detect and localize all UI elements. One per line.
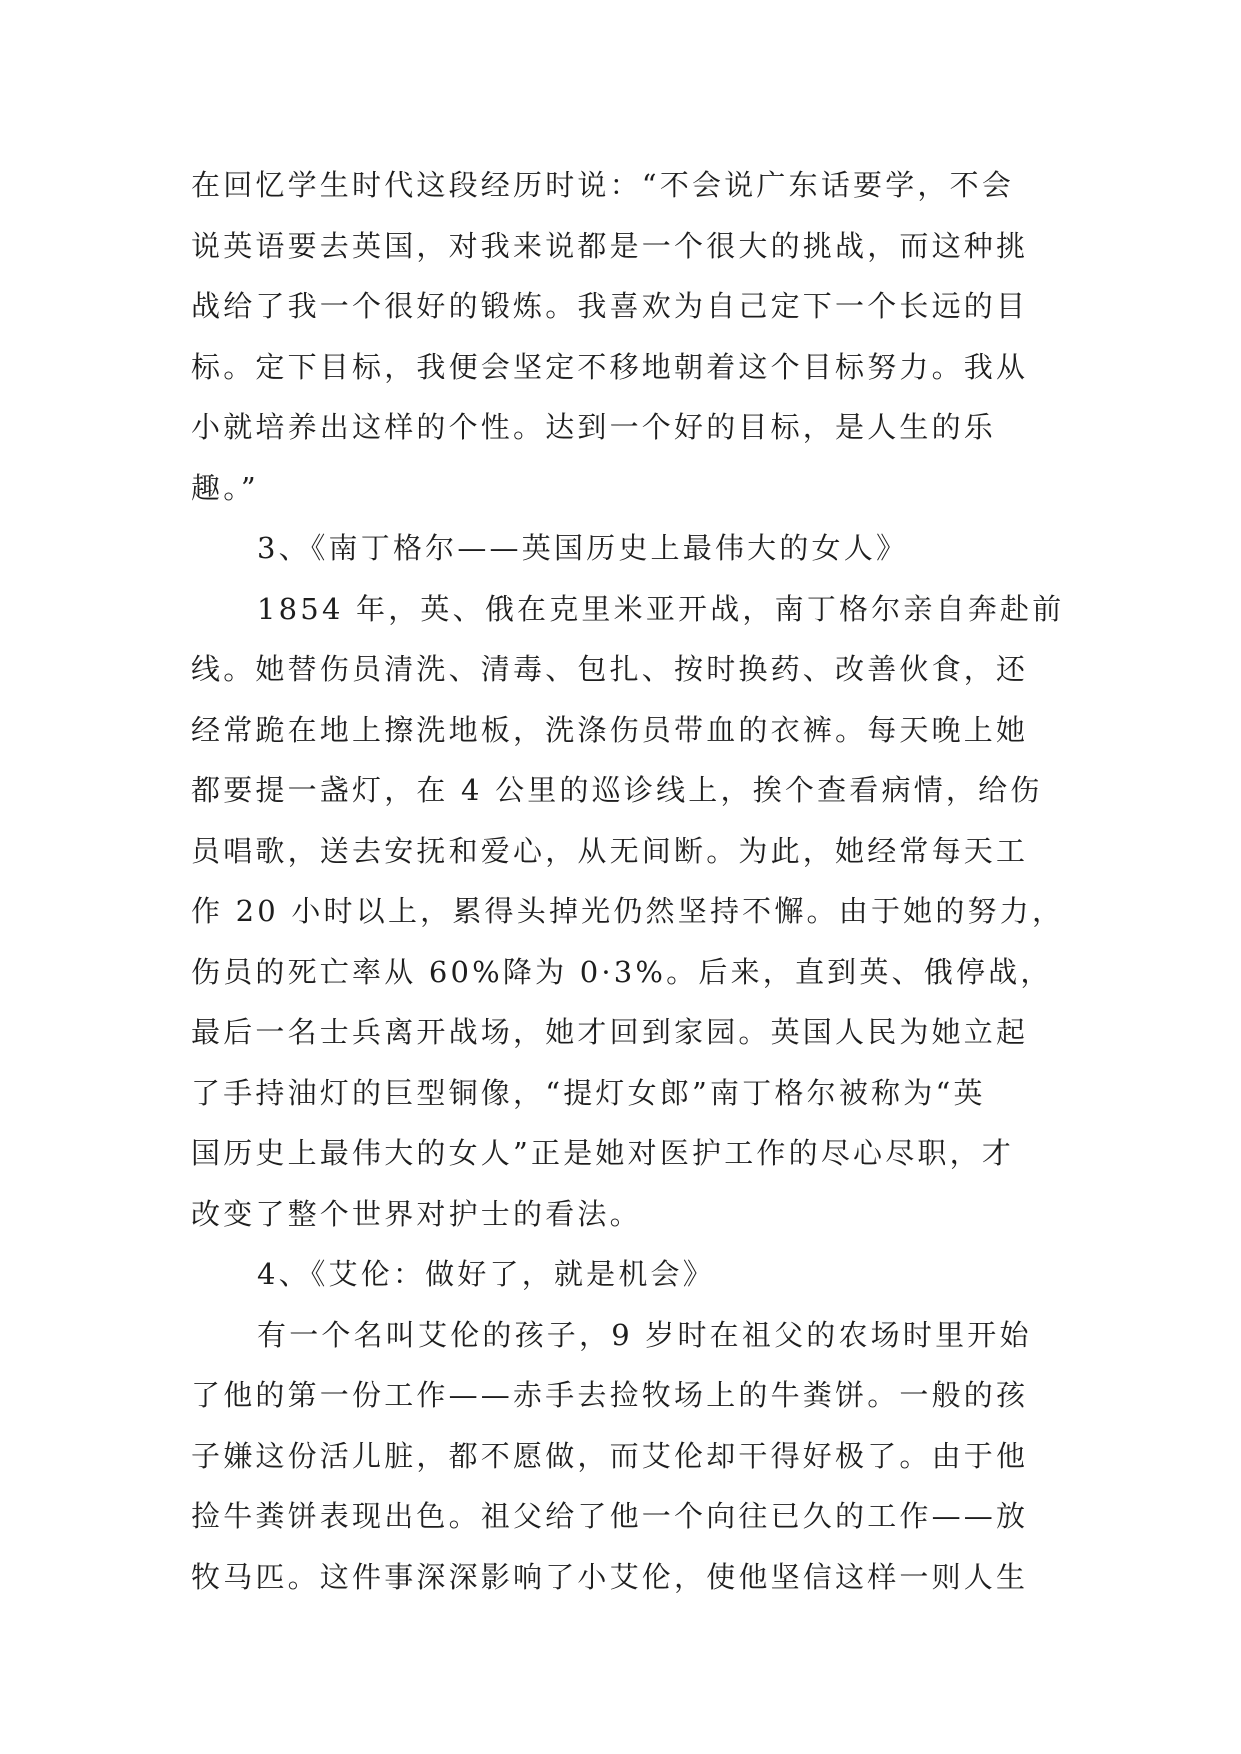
text-line: 经常跪在地上擦洗地板，洗涤伤员带血的衣裤。每天晚上她 <box>191 712 1029 747</box>
text-line: 伤员的死亡率从 60%降为 0·3%。后来，直到英、俄停战， <box>191 954 1053 989</box>
text-line: 最后一名士兵离开战场，她才回到家园。英国人民为她立起 <box>191 1015 1029 1049</box>
text-line: 改变了整个世界对护士的看法。 <box>191 1196 642 1231</box>
text-line: 国历史上最伟大的女人”正是她对医护工作的尽心尽职，才 <box>191 1136 1015 1170</box>
text-line: 说英语要去英国，对我来说都是一个很大的挑战，而这种挑 <box>191 228 1029 263</box>
text-line: 牧马匹。这件事深深影响了小艾伦，使他坚信这样一则人生 <box>191 1559 1029 1594</box>
document-body <box>191 155 1065 1607</box>
text-line: 线。她替伤员清洗、清毒、包扎、按时换药、改善伙食，还 <box>191 652 1029 686</box>
text-line: 战给了我一个很好的锻炼。我喜欢为自己定下一个长远的目 <box>191 289 1029 323</box>
text-line: 4、《艾伦：做好了，就是机会》 <box>257 1257 715 1291</box>
text-line: 了手持油灯的巨型铜像，“提灯女郎”南丁格尔被称为“英 <box>191 1075 986 1110</box>
text-line: 1854 年，英、俄在克里米亚开战，南丁格尔亲自奔赴前 <box>257 591 1065 626</box>
text-line: 趣。” <box>191 470 259 505</box>
text-line: 都要提一盏灯，在 4 公里的巡诊线上，挨个查看病情，给伤 <box>191 773 1043 807</box>
text-line: 在回忆学生时代这段经历时说：“不会说广东话要学，不会 <box>191 168 1015 202</box>
text-line: 标。定下目标，我便会坚定不移地朝着这个目标努力。我从 <box>191 349 1029 384</box>
text-line: 员唱歌，送去安抚和爱心，从无间断。为此，她经常每天工 <box>191 833 1029 868</box>
text-line: 有一个名叫艾伦的孩子，9 岁时在祖父的农场时里开始 <box>257 1317 1032 1352</box>
text-line: 了他的第一份工作——赤手去捡牧场上的牛粪饼。一般的孩 <box>191 1378 1029 1412</box>
text-line: 子嫌这份活儿脏，都不愿做，而艾伦却干得好极了。由于他 <box>191 1438 1029 1473</box>
text-line: 3、《南丁格尔——英国历史上最伟大的女人》 <box>257 531 909 565</box>
text-line: 捡牛粪饼表现出色。祖父给了他一个向往已久的工作——放 <box>191 1499 1029 1533</box>
text-line: 作 20 小时以上，累得头掉光仍然坚持不懈。由于她的努力， <box>191 894 1065 928</box>
text-line: 小就培养出这样的个性。达到一个好的目标，是人生的乐 <box>191 410 997 444</box>
